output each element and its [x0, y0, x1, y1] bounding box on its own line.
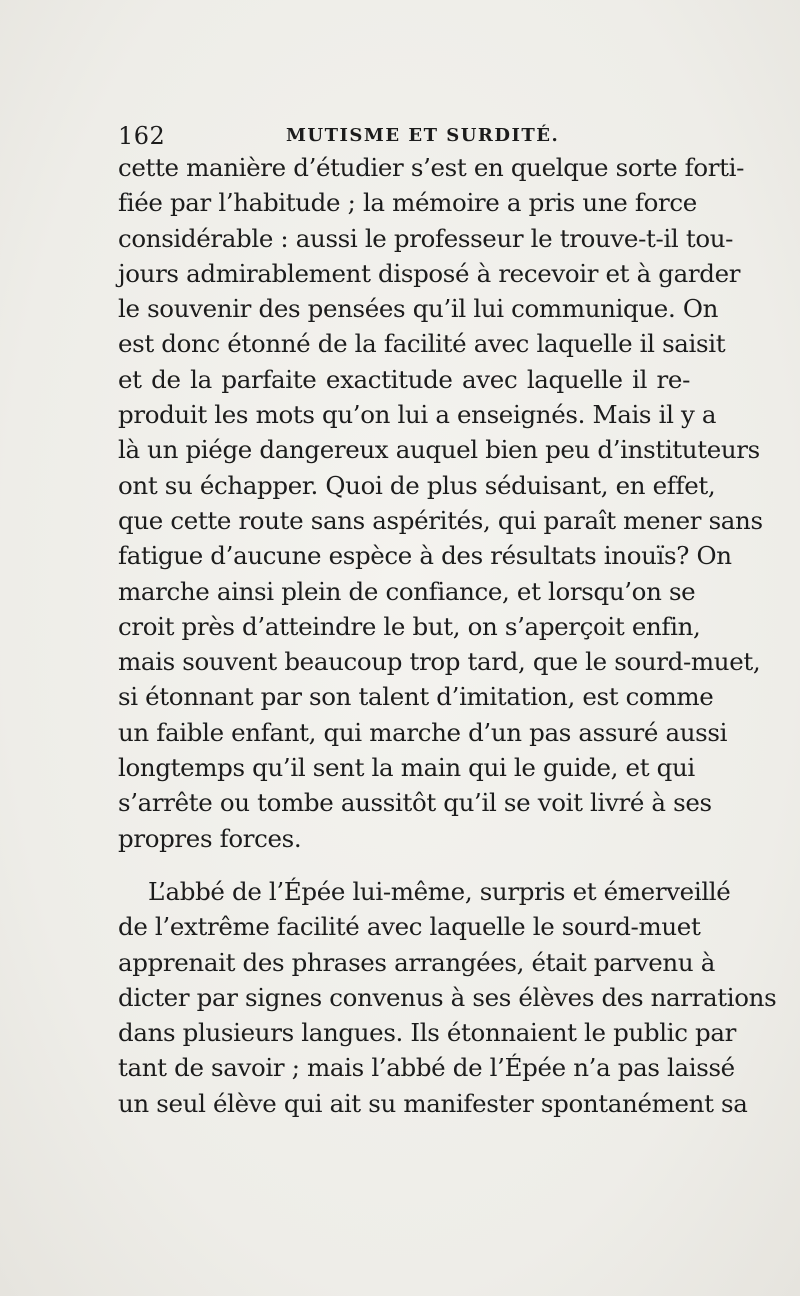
text-line: cette manière d’étudier s’est en quelque sorte forti- [118, 153, 745, 182]
text-line: L’abbé de l’Épée lui-même, surpris et émerveillé [148, 876, 731, 906]
text-line: jours admirablement disposé à recevoir et à garder [118, 258, 741, 288]
text-line: croit près d’atteindre le but, on s’aperçoit enfin, [118, 611, 701, 641]
text-line: apprenait des phrases arrangées, était parvenu à [118, 947, 715, 977]
text-line: ont su échapper. Quoi de plus séduisant, en effet, [118, 470, 716, 500]
text-line: considérable : aussi le professeur le trouve-t-il tou- [118, 223, 734, 253]
text-line: là un piége dangereux auquel bien peu d’instituteurs [118, 435, 760, 465]
page-number: 162 [118, 122, 166, 150]
text-line: et de la parfaite exactitude avec laquelle il re- [118, 364, 690, 394]
paragraph [118, 150, 763, 856]
text-line: de l’extrême facilité avec laquelle le sourd-muet [118, 912, 701, 942]
text-line: le souvenir des pensées qu’il lui communique. On [118, 294, 718, 324]
paragraph [118, 874, 777, 1121]
text-line: longtemps qu’il sent la main qui le guide, et qui [118, 753, 695, 783]
text-line: marche ainsi plein de confiance, et lorsqu’on se [118, 576, 696, 606]
text-line: un faible enfant, qui marche d’un pas assuré aussi [118, 717, 728, 747]
text-line: fatigue d’aucune espèce à des résultats inouïs? On [118, 541, 732, 571]
text-line: un seul élève qui ait su manifester spontanément sa [118, 1088, 748, 1118]
paragraph-gap [118, 856, 690, 874]
text-line: est donc étonné de la facilité avec laquelle il saisit [118, 329, 726, 359]
text-line: dicter par signes convenus à ses élèves des narrations [118, 982, 777, 1012]
body-text [118, 150, 777, 1121]
text-line: dans plusieurs langues. Ils étonnaient le public par [118, 1018, 736, 1048]
text-line: propres forces. [118, 823, 302, 853]
text-line: produit les mots qu’on lui a enseignés. Mais il y a [118, 400, 717, 430]
text-line: tant de savoir ; mais l’abbé de l’Épée n’a pas laissé [118, 1053, 735, 1083]
running-title: MUTISME ET SURDITÉ. [286, 125, 560, 146]
page-header [118, 118, 690, 152]
text-line: que cette route sans aspérités, qui paraît mener sans [118, 505, 763, 535]
text-line: mais souvent beaucoup trop tard, que le sourd-muet, [118, 647, 761, 677]
text-line: fiée par l’habitude ; la mémoire a pris une force [118, 188, 697, 218]
text-line: si étonnant par son talent d’imitation, est comme [118, 682, 714, 712]
text-line: s’arrête ou tombe aussitôt qu’il se voit livré à ses [118, 788, 712, 818]
